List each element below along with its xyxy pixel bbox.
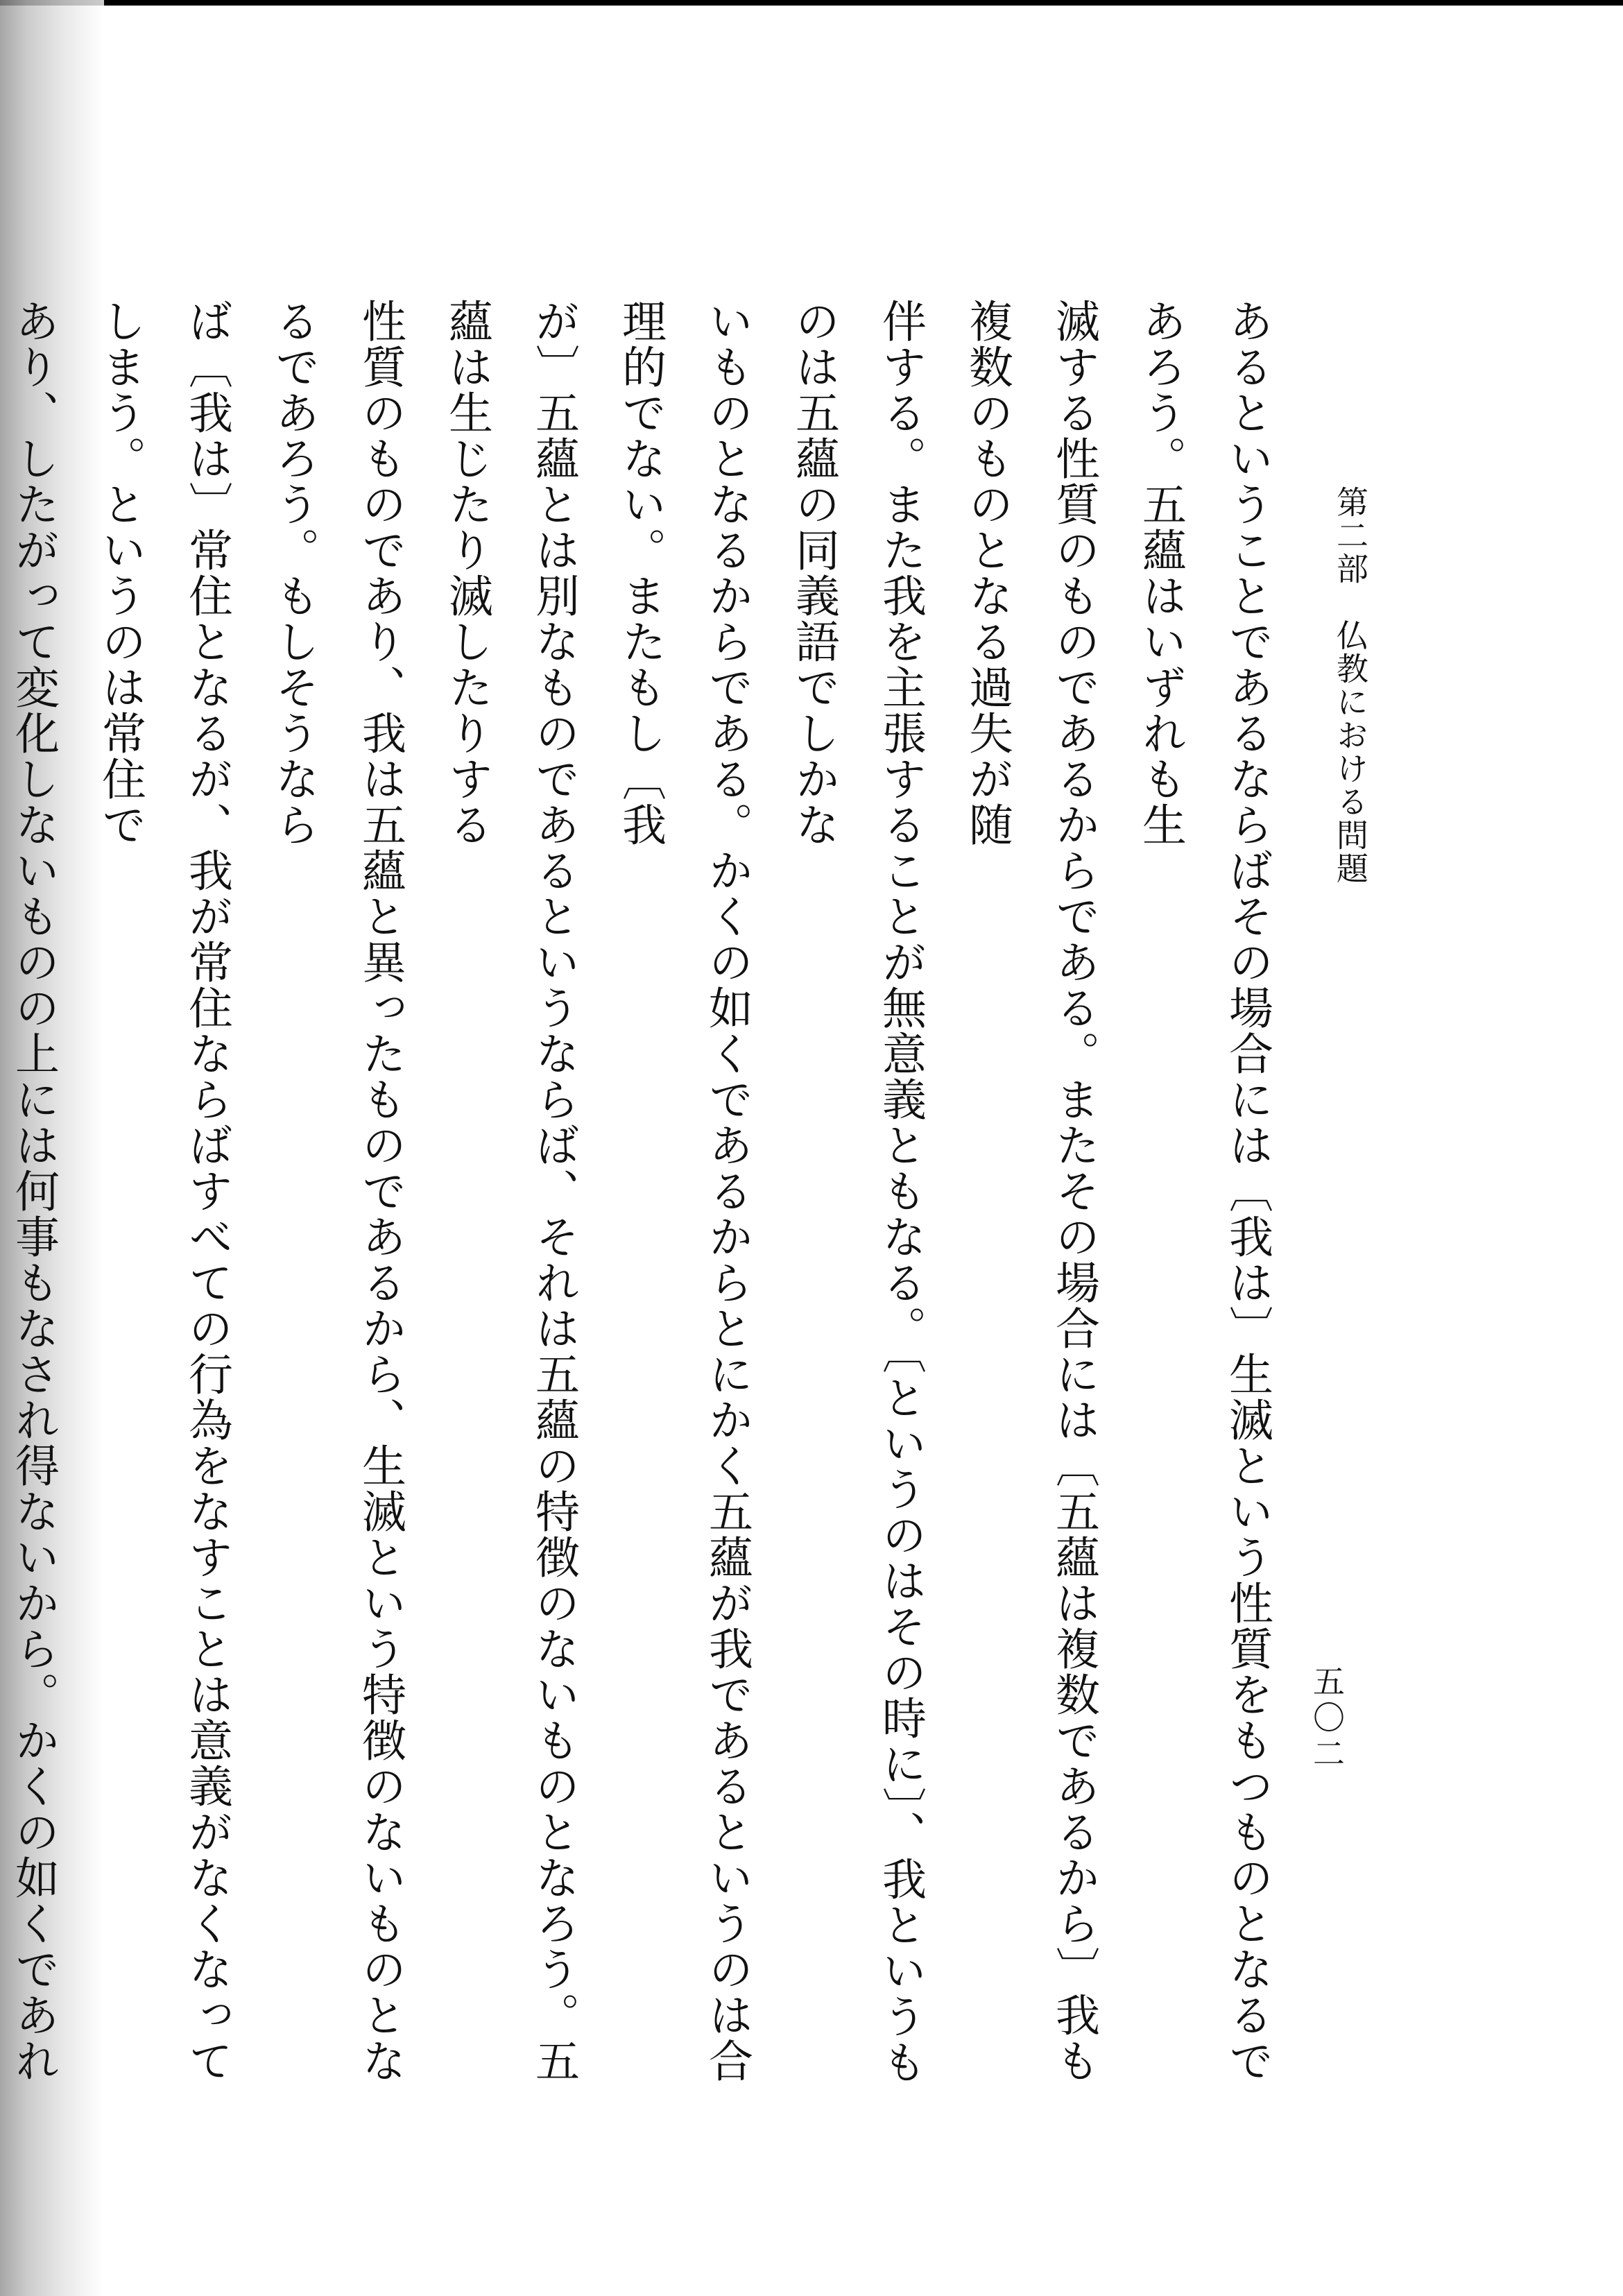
top-scan-border <box>0 0 1623 6</box>
body-text: あるということであるならばその場合には〔我は〕生滅という性質をもつものとなるであろう。五蘊はいずれも生 滅する性質のものであるからである。またその場合には〔五蘊は複数であるから〕我も複数のものとなる過失が随 伴する。また我を主張することが無意義ともなる。〔というのはその時に〕、我というものは五蘊の同義語でしかな いものとなるからである。かくの如くであるからとにかく五蘊が我であるというのは合理的でない。またもし〔我 が〕五蘊とは別なものであるというならば、それは五蘊の特徴のないものとなろう。五蘊は生じたり滅したりする 性質のものであり、我は五蘊と異ったものであるから、生滅という特徴のないものとなるであろう。もしそうなら ば〔我は〕常住となるが、我が常住ならばすべての行為をなすことは意義がなくなってしまう。というのは常住で あり、したがって変化しないものの上には何事もなされ得ないから。かくの如くであれ <box>8 298 1273 2085</box>
running-header-title: 第二部 仏教における問題 <box>1332 486 1369 885</box>
page-number: 五〇二 <box>1308 1665 1346 1773</box>
